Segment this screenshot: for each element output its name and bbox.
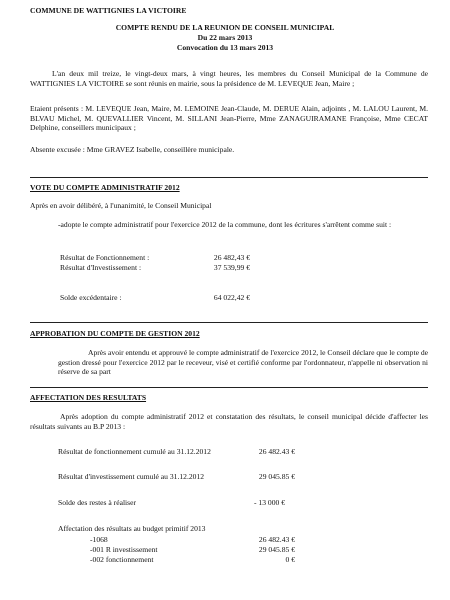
- allocation-value-002: 0 €: [285, 555, 295, 564]
- section3-text: Après adoption du compte administratif 2012 et constatation des résultats, le conseil municipal décide d'affecter les résultats suivants au B.P 2013 :: [30, 412, 428, 431]
- section2-text: Après avoir entendu et approuvé le compte administratif de l'exercice 2012, le Conseil déclare que le compte de gestion dressé pour l'exercice 2012 par le receveur, visé et certifié conforme par l'ordonnateur, n'appelle ni observation ni réserve de sa part: [58, 348, 429, 377]
- cumul-label-fonctionnement: Résultat de fonctionnement cumulé au 31.12.2012: [58, 447, 211, 456]
- section-divider: [30, 387, 428, 388]
- restes-label: Solde des restes à réaliser: [58, 498, 137, 507]
- restes-value: - 13 000 €: [253, 498, 285, 507]
- intro-paragraph: L'an deux mil treize, le vingt-deux mars, à vingt heures, les membres du Conseil Municipal de la Commune de WATTIGNIES LA VICTOIRE se sont réunis en mairie, sous la présidence de M. LEVEQUE Jean, Maire ;: [30, 69, 428, 88]
- section-divider: [30, 322, 428, 323]
- section1-heading: VOTE DU COMPTE ADMINISTRATIF 2012: [30, 183, 180, 192]
- allocation-label-001: -001 R investissement: [90, 545, 158, 554]
- cumul-label-investissement: Résultat d'investissement cumulé au 31.12.2012: [58, 472, 205, 481]
- meeting-date: Du 22 mars 2013: [197, 33, 253, 42]
- allocation-title: Affectation des résultats au budget primitif 2013: [58, 524, 206, 533]
- convocation-date: Convocation du 13 mars 2013: [176, 43, 274, 52]
- section1-decision: -adopte le compte administratif pour l'exercice 2012 de la commune, dont les écritures s'arrêtent comme suit :: [58, 220, 392, 229]
- section1-lead: Après en avoir délibéré, à l'unanimité, le Conseil Municipal: [30, 201, 212, 210]
- cumul-value-investissement: 29 045.85 €: [258, 472, 295, 481]
- allocation-label-1068: -1068: [90, 535, 108, 544]
- section-divider: [30, 177, 428, 178]
- section3-heading: AFFECTATION DES RESULTATS: [30, 393, 147, 402]
- result-value-fonctionnement: 26 482,43 €: [213, 253, 250, 262]
- present-members: Etaient présents : M. LEVEQUE Jean, Maire, M. LEMOINE Jean-Claude, M. DERUE Alain, adjoints , M. LALOU Laurent, M. BLVAU Michel, M. QUEVALLIER Vincent, M. SILLANI Jean-Pierre, Mme ZANAGUIRAMANE Françoise, Mme CECAT Delphine, conseillers municipaux ;: [30, 104, 428, 133]
- absent-members: Absente excusée : Mme GRAVEZ Isabelle, conseillère municipale.: [30, 145, 235, 154]
- report-title: COMPTE RENDU DE LA REUNION DE CONSEIL MUNICIPAL: [115, 23, 335, 32]
- allocation-label-002: -002 fonctionnement: [90, 555, 154, 564]
- result-value-excedent: 64 022,42 €: [213, 293, 250, 302]
- result-label-fonctionnement: Résultat de Fonctionnement :: [60, 253, 150, 262]
- commune-name: COMMUNE DE WATTIGNIES LA VICTOIRE: [30, 6, 187, 15]
- allocation-value-1068: 26 482.43 €: [258, 535, 295, 544]
- allocation-value-001: 29 045.85 €: [258, 545, 295, 554]
- result-label-excedent: Solde excédentaire :: [60, 293, 122, 302]
- result-label-investissement: Résultat d'Investissement :: [60, 263, 142, 272]
- cumul-value-fonctionnement: 26 482.43 €: [258, 447, 295, 456]
- section2-heading: APPROBATION DU COMPTE DE GESTION 2012: [30, 329, 200, 338]
- result-value-investissement: 37 539,99 €: [213, 263, 250, 272]
